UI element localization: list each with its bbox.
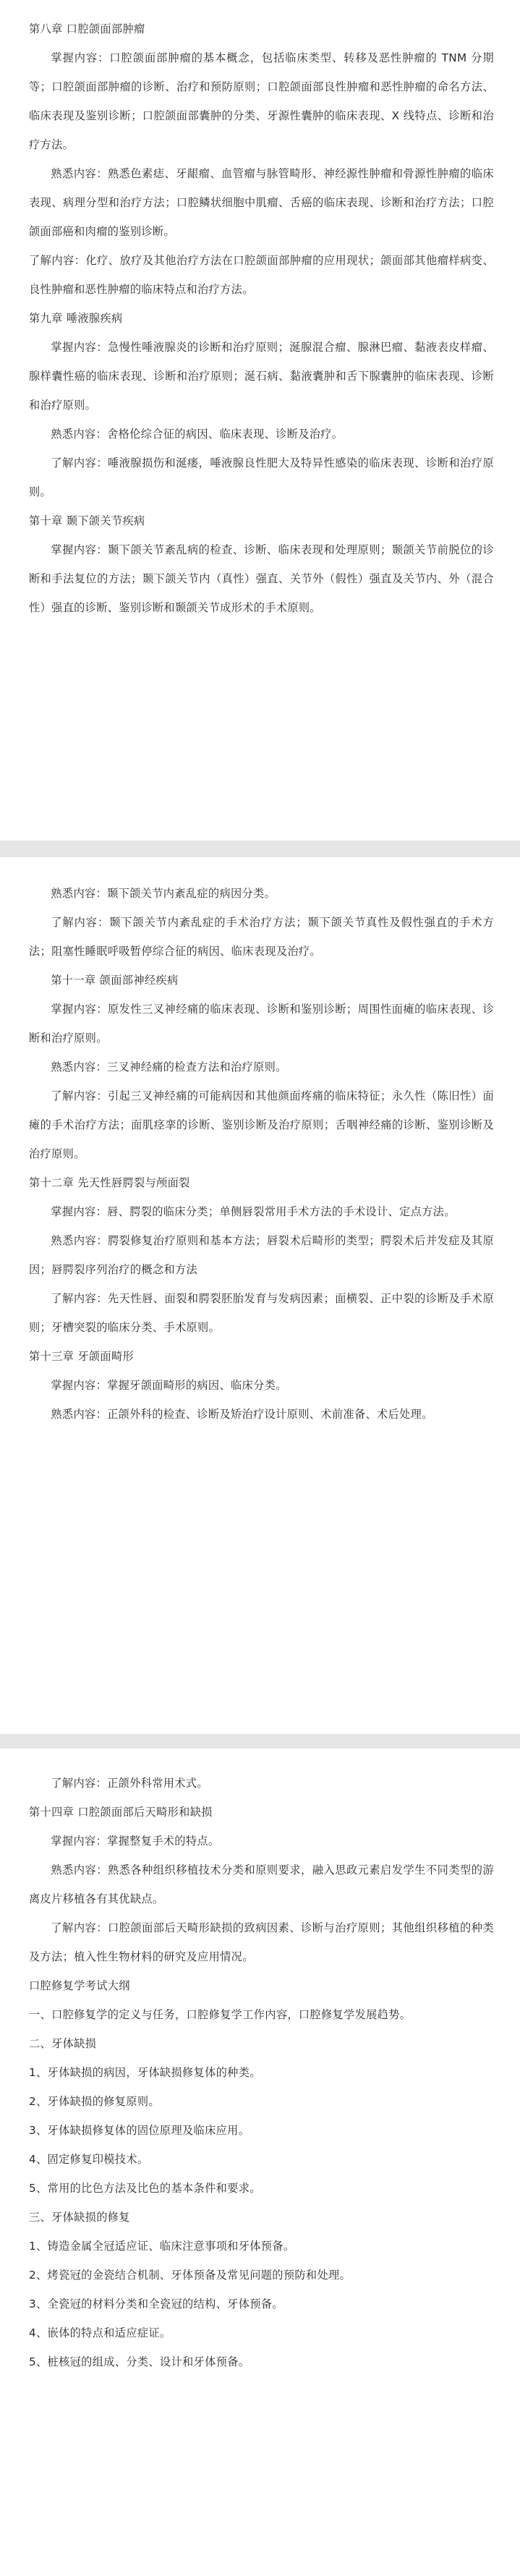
section-heading: 第十三章 牙颌面畸形: [29, 1350, 135, 1363]
paragraph: 掌握内容：颞下颌关节紊乱病的检查、诊断、临床表现和处理原则；颞颌关节前脱位的诊断和手法复位的方法；颞下颌关节内（真性）强直、关节外（假性）强直及关节内、外（混合性）强直的诊断、鉴别诊断和颞颌关节成形术的手术原则。: [29, 543, 494, 614]
list-item: 1、铸造金属全冠适应证、临床注意事项和牙体预备。: [29, 2240, 295, 2253]
paragraph: 熟悉内容：腭裂修复治疗原则和基本方法；唇裂术后畸形的类型；腭裂术后并发症及其原因；唇腭裂序列治疗的概念和方法: [29, 1234, 494, 1276]
section-heading: 三、牙体缺损的修复: [29, 2211, 130, 2224]
paragraph: 掌握内容：掌握牙颌面畸形的病因、临床分类。: [51, 1379, 287, 1392]
list-item: 5、桩核冠的组成、分类、设计和牙体预备。: [29, 2355, 250, 2368]
list-item: 4、嵌体的特点和适应症证。: [29, 2326, 171, 2339]
section-heading: 第十四章 口腔颌面部后天畸形和缺损: [29, 1806, 213, 1819]
paragraph: 了解内容：口腔颌面部后天畸形缺损的致病因素、诊断与治疗原则；其他组织移植的种类及方法；植入性生物材料的研究及应用情况。: [29, 1921, 494, 1963]
section-heading: 第九章 唾液腺疾病: [29, 312, 123, 325]
page-3-content: [29, 1769, 494, 2376]
paragraph: 熟悉内容：正颌外科的检查、诊断及矫治疗设计原则、术前准备、术后处理。: [51, 1408, 433, 1421]
list-item: 4、固定修复印模技术。: [29, 2153, 149, 2166]
list-item: 3、全瓷冠的材料分类和全瓷冠的结构、牙体预备。: [29, 2297, 284, 2311]
section-heading: 了解内容：化疗、放疗及其他治疗方法在口腔颌面部肿瘤的应用现状；颌面部其他瘤样病变、良性肿瘤和恶性肿瘤的临床特点和治疗方法。: [29, 254, 494, 296]
paragraph: 了解内容：引起三叉神经痛的可能病因和其他颜面疼痛的临床特征；永久性（陈旧性）面瘫的手术治疗方法；面肌痉挛的诊断、鉴别诊断及治疗原则；舌咽神经痛的诊断、鉴别诊断及治疗原则。: [29, 1089, 494, 1160]
paragraph: 掌握内容：口腔颌面部肿瘤的基本概念，包括临床类型、转移及恶性肿瘤的 TNM 分期等；口腔颌面部肿瘤的诊断、治疗和预防原则；口腔颌面部良性肿瘤和恶性肿瘤的命名方法、临床表现及鉴别诊断；口腔颌面部囊肿的分类、牙源性囊肿的临床表现、X 线特点、诊断和治疗方法。: [29, 51, 494, 151]
paragraph: 了解内容：正颌外科常用术式。: [51, 1777, 208, 1790]
paragraph: 了解内容：先天性唇、面裂和腭裂胚胎发育与发病因素；面横裂、正中裂的诊断及手术原则；牙槽突裂的临床分类、手术原则。: [29, 1292, 494, 1334]
paragraph: 掌握内容：掌握整复手术的特点。: [51, 1835, 220, 1848]
section-heading: 一、口腔修复学的定义与任务，口腔修复学工作内容，口腔修复学发展趋势。: [29, 2008, 412, 2021]
paragraph: 掌握内容：原发性三叉神经痛的临床表现、诊断和鉴别诊断；周围性面瘫的临床表现、诊断和治疗原则。: [29, 1003, 494, 1045]
page-2-content: [29, 879, 494, 1429]
paragraph: 熟悉内容：三叉神经痛的检查方法和治疗原则。: [51, 1060, 287, 1074]
list-item: 3、牙体缺损修复体的固位原理及临床应用。: [29, 2124, 250, 2137]
paragraph: 熟悉内容：颞下颌关节内紊乱症的病因分类。: [51, 887, 276, 900]
section-heading: 二、牙体缺损: [29, 2037, 97, 2050]
paragraph: 熟悉内容：舍格伦综合征的病因、临床表现、诊断及治疗。: [51, 428, 344, 441]
list-item: 2、牙体缺损的修复原则。: [29, 2095, 160, 2108]
section-heading: 第十章 颞下颌关节疾病: [29, 514, 145, 527]
section-heading: 第八章 口腔颌面部肿瘤: [29, 22, 145, 35]
paragraph: 了解内容：颞下颌关节内紊乱症的手术治疗方法；颞下颌关节真性及假性强直的手术方法；阻塞性睡眠呼吸暂停综合征的病因、临床表现及治疗。: [29, 916, 494, 958]
paragraph: 掌握内容：急慢性唾液腺炎的诊断和治疗原则；涎腺混合瘤、腺淋巴瘤、黏液表皮样瘤、腺样囊性癌的临床表现、诊断和治疗原则；涎石病、黏液囊肿和舌下腺囊肿的临床表现、诊断和治疗原则。: [29, 341, 494, 412]
document-page-2: [0, 857, 520, 1734]
list-item: 1、牙体缺损的病因，牙体缺损修复体的种类。: [29, 2066, 261, 2079]
paragraph: 掌握内容：唇、腭裂的临床分类；单侧唇裂常用手术方法的手术设计、定点方法。: [51, 1205, 456, 1218]
paragraph: 熟悉内容：熟悉色素痣、牙龈瘤、血管瘤与脉管畸形、神经源性肿瘤和骨源性肿瘤的临床表现、病理分型和治疗方法；口腔鳞状细胞中肌瘤、舌癌的临床表现、诊断和治疗方法；口腔颌面部癌和肉瘤的鉴别诊断。: [29, 167, 494, 238]
list-item: 5、常用的比色方法及比色的基本条件和要求。: [29, 2182, 261, 2195]
list-item: 2、烤瓷冠的金瓷结合机制、牙体预备及常见问题的预防和处理。: [29, 2269, 351, 2282]
paragraph: 熟悉内容：熟悉各种组织移植技术分类和原则要求，融入思政元素启发学生不同类型的游离皮片移植各有其优缺点。: [29, 1863, 494, 1905]
section-heading: 口腔修复学考试大纲: [29, 1979, 130, 1992]
document-page-3: [0, 1748, 520, 2576]
page-1-content: [29, 14, 494, 622]
section-heading: 第十二章 先天性唇腭裂与颅面裂: [29, 1176, 190, 1189]
document-page-1: [0, 0, 520, 841]
section-heading: 第十一章 颌面部神经疾病: [51, 974, 179, 987]
paragraph: 了解内容：唾液腺损伤和涎瘘，唾液腺良性肥大及特异性感染的临床表现、诊断和治疗原则。: [29, 456, 494, 498]
